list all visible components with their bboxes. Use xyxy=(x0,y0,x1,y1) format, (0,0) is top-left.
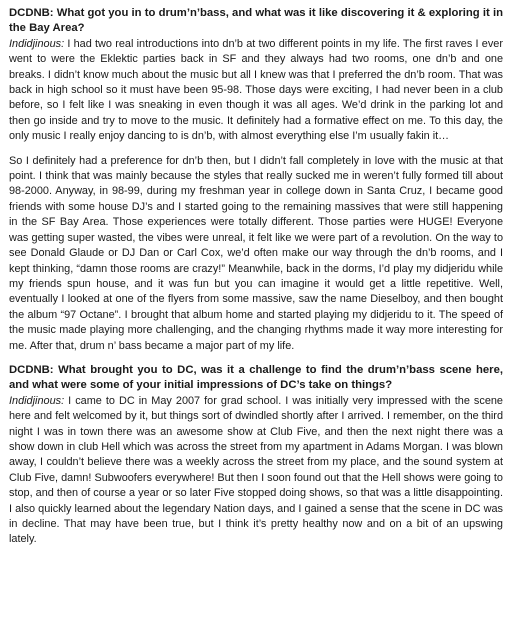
answer-paragraph xyxy=(9,37,503,145)
interview-question: DCDNB: What brought you to DC, was it a challenge to find the drum’n’bass scene here, and what were some of your initial impressions of DC’s take on things? xyxy=(9,363,503,392)
answer-text: I came to DC in May 2007 for grad school. I was initially very impressed with the scene here and felt welcomed by it, but things sort of dwindled shortly after I arrived. I remember, on the third night I was in town there was an awesome show at Club Five, and then the next night there was a show down in club Hell which was across the street from my apartment in Adams Morgan. I was blown away, I couldn’t believe there was a weekly across the street from my place, and the sound system at Club Five, damn! Subwoofers everywhere! But then I soon found out that the Hell shows were going to stop, and then of course a year or so later Five stopped doing shows, so that was a little disappointing. I also quickly learned about the legendary Nation days, and I gained a sense that the scene in DC was in decline. That may have been true, but I think it’s pretty healthy now and on a bit of an upswing lately. xyxy=(9,394,503,546)
interview-section-1 xyxy=(9,6,503,354)
interview-section-2 xyxy=(9,363,503,548)
answer-paragraph xyxy=(9,394,503,548)
interview-question: DCDNB: What got you in to drum’n’bass, and what was it like discovering it & exploring it in the Bay Area? xyxy=(9,7,503,35)
speaker-label: Indidjinous: xyxy=(9,394,65,407)
answer-paragraph: So I definitely had a preference for dn’b then, but I didn’t fall completely in love with the music at that point. I think that was mainly because the styles that really sucked me in weren’t fully formed till about 98-2000. Anyway, in 98-99, during my freshman year in college down in Santa Cruz, I became good friends with some house DJ’s and I started going to the remaining massives that were still happening in the SF Bay Area. Those experiences were totally different. Those parties were HUGE! Everyone was getting super wasted, the vibes were unreal, it felt like we were part of a revolution. On the way to see Donald Glaude or DJ Dan or Carl Cox, we’d often make our way through the dn’b rooms, and I kept thinking, “damn those rooms are crazy!” Meanwhile, back in the dorms, I’d play my didjeridu while my friends spun house, and it was fun but you can imagine it would get a little repetitive. Well, eventually I looked at one of the flyers from some massive, saw the name Dieselboy, and then bought the album “97 Octane”. I brought that album home and started playing my didjeridu to it. The speed of the music made playing more challenging, and the changing rhythms made it way more interesting for me. After that, drum n’ bass became a major part of my life. xyxy=(9,154,503,352)
speaker-label: Indidjinous: xyxy=(9,37,65,50)
answer-text: I had two real introductions into dn’b at two different points in my life. The first raves I ever went to were the Eklektic parties back in SF and they always had two rooms, one dn’b and one breaks. I didn’t know much about the music but all I knew was that I preferred the dn’b room. That was back in high school so it must have been 95-98. Those days were exciting, I had never been in a club before, so I felt like I was sneaking in even though it was all ages. We’d drink in the parking lot and then go inside and try to move to the music. It definitely had a formative effect on me. To this day, the only music I really enjoy dancing to is dn’b, with almost everything else I’m usually fakin it… xyxy=(9,37,503,143)
